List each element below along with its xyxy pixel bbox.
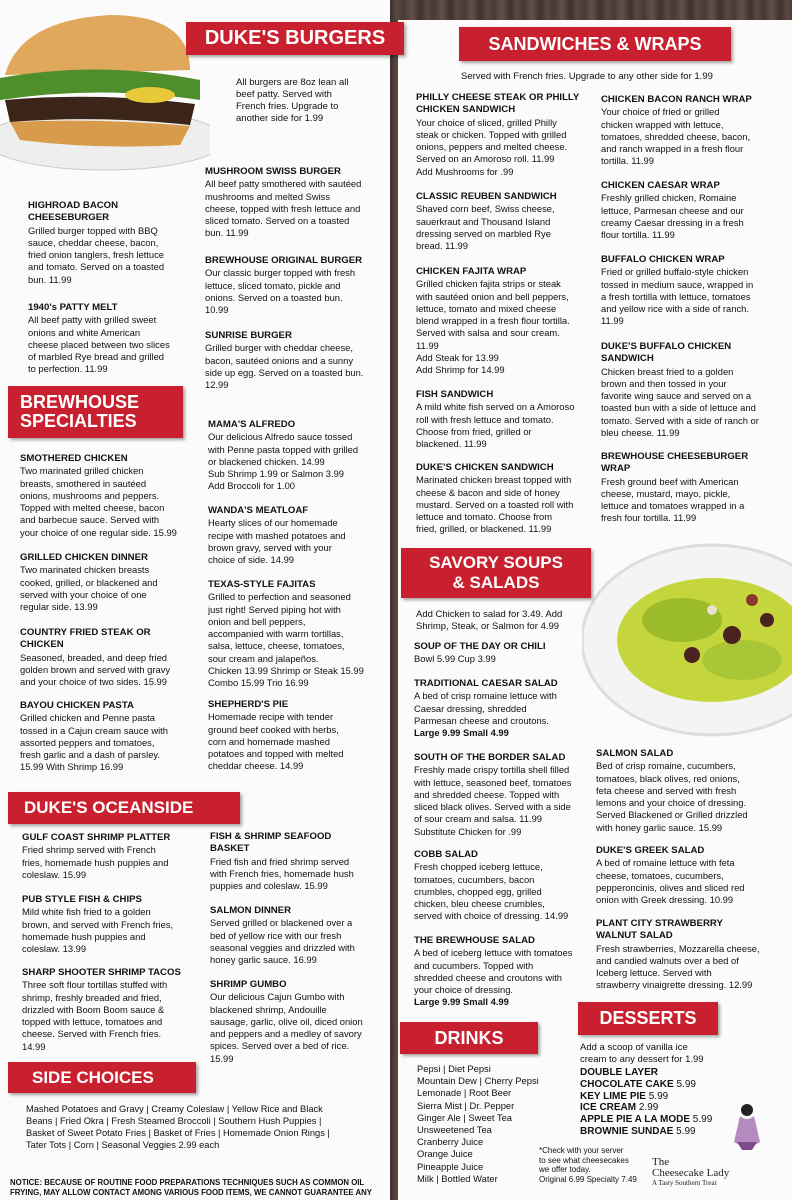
menu-item — [416, 92, 594, 178]
item-name: DUKE'S BUFFALO CHICKEN SANDWICH — [601, 341, 732, 365]
salad-photo — [582, 540, 792, 740]
item-price: Large 9.99 Small 4.99 — [414, 727, 509, 739]
menu-item — [210, 831, 388, 892]
item-name: HIGHROAD BACON CHEESEBURGER — [28, 200, 119, 224]
item-name: COUNTRY FRIED STEAK OR CHICKEN — [20, 627, 151, 651]
item-desc: A bed of crisp romaine lettuce with Caesar dressing, shredded Parmesan cheese and croutons. — [414, 690, 557, 726]
item-desc: A bed of iceberg lettuce with tomatoes and cucumbers. Topped with shredded cheese and croutons with your choice of dressing. — [414, 947, 573, 996]
dessert-price: 2.99 — [638, 1102, 659, 1114]
item-name: FISH & SHRIMP SEAFOOD BASKET — [210, 831, 332, 855]
item-desc: Fried fish and fried shrimp served with French fries, homemade hush puppies and coleslaw. 15.99 — [210, 855, 354, 892]
dessert-item — [580, 1067, 760, 1079]
item-desc: Your choice of fried or grilled chicken wrapped with lettuce, tomatoes, shredded cheese, bacon, and ranch wrapped in a fresh flour tortilla. 11.99 — [601, 106, 751, 167]
item-name: CHICKEN CAESAR WRAP — [601, 180, 720, 191]
item-name: TRADITIONAL CAESAR SALAD — [414, 678, 558, 689]
logo-title: The Cheesecake Lady — [652, 1156, 730, 1179]
item-desc: Two marinated grilled chicken breasts, smothered in sautéed onions, mushrooms and peppers. Topped with melted cheese, bacon and barbecue sauce. Served with your choice of one regular side. 15.99 — [20, 465, 177, 538]
item-name: CLASSIC REUBEN SANDWICH — [416, 191, 557, 202]
dessert-name: DOUBLE LAYER — [580, 1067, 658, 1078]
menu-item — [414, 849, 596, 923]
cheesecake-lady-figure-icon — [652, 1102, 772, 1152]
item-desc: Fried or grilled buffalo-style chicken tossed in medium sauce, wrapped in a fresh tortilla with lettuce, tomatoes and yellow rice with a side of ranch. 11.99 — [601, 266, 754, 327]
item-name: GULF COAST SHRIMP PLATTER — [22, 832, 171, 843]
dessert-name: CHOCOLATE CAKE — [580, 1078, 674, 1090]
menu-item — [416, 266, 596, 377]
menu-item — [414, 752, 596, 838]
item-desc: Our delicious Alfredo sauce tossed with Penne pasta topped with grilled or blackened chicken. 14.99 Sub Shrimp 1.99 or Salmon 3.99 Add Broccoli for 1.00 — [208, 431, 359, 492]
dessert-price: 5.99 — [676, 1078, 696, 1090]
item-desc: A bed of romaine lettuce with feta cheese, tomatoes, cucumbers, pepperoncinis, olives and sliced red onion with Greek dressing. 10.99 — [596, 857, 745, 906]
menu-item — [20, 453, 200, 539]
dessert-name: APPLE PIE A LA MODE — [580, 1114, 691, 1126]
sandwiches-banner: SANDWICHES & WRAPS — [459, 27, 731, 61]
item-desc: Freshly made crispy tortilla shell filled with lettuce, seasoned beef, tomatoes and shredded cheese. Topped with sliced black olives. Served with a side of sour cream and salsa. 11.99 Substitute Chicken for .99 — [414, 764, 572, 837]
item-name: BUFFALO CHICKEN WRAP — [601, 254, 725, 265]
soups-intro: Add Chicken to salad for 3.49. Add Shrimp, Steak, or Salmon for 4.99 — [416, 609, 563, 632]
sandwiches-intro: Served with French fries. Upgrade to any other side for 1.99 — [461, 71, 713, 82]
menu-item — [210, 979, 388, 1065]
item-desc: Bed of crisp romaine, cucumbers, tomatoes, black olives, red onions, feta cheese and served with fresh lemons and your choice of dressing. Served Blackened or Grilled drizzled with honey garlic sauce. 15.99 — [596, 760, 748, 833]
item-desc: Our delicious Cajun Gumbo with blackened shrimp, Andouille sausage, garlic, olive oil, diced onion and peppers and a medley of savory spices. Served over a bed of rice. 15.99 — [210, 991, 363, 1064]
burgers-intro: All burgers are 8oz lean all beef patty. Served with French fries. Upgrade to another side for 1.99 — [236, 77, 349, 124]
menu-item — [414, 678, 594, 739]
item-desc: Your choice of sliced, grilled Philly steak or chicken. Topped with grilled onions, peppers and melted cheese. Served on an Amoroso roll. 11.99 Add Mushrooms for .99 — [416, 116, 568, 177]
item-name: MAMA'S ALFREDO — [208, 419, 296, 430]
item-name: BREWHOUSE ORIGINAL BURGER — [205, 255, 363, 266]
menu-item — [208, 579, 388, 690]
dessert-name: KEY LIME PIE — [580, 1090, 646, 1102]
item-name: TEXAS-STYLE FAJITAS — [208, 579, 316, 590]
item-desc: Chicken breast fried to a golden brown and then tossed in your favorite wing sauce and served on a toasted bun with a side of lettuce and tomato. Served with a side of ranch or bleu cheese. 11.99 — [601, 365, 759, 439]
oceanside-banner: DUKE'S OCEANSIDE — [8, 792, 240, 824]
cheesecake-lady-logo — [652, 1102, 772, 1192]
sides-banner: SIDE CHOICES — [8, 1062, 196, 1093]
item-name: COBB SALAD — [414, 849, 478, 860]
drinks-banner: DRINKS — [400, 1022, 538, 1054]
item-name: SOUTH OF THE BORDER SALAD — [414, 752, 566, 763]
item-name: WANDA'S MEATLOAF — [208, 505, 309, 516]
item-name: SMOTHERED CHICKEN — [20, 453, 128, 464]
item-desc: A mild white fish served on a Amoroso roll with fresh lettuce and tomato. Choose from fried, grilled or blackened. 11.99 — [416, 401, 575, 450]
item-desc: Marinated chicken breast topped with cheese & bacon and side of honey mustard. Served on a toasted roll with lettuce and tomato. Choose from fried, grilled, or blackened. 11.99 — [416, 474, 574, 535]
allergy-notice: NOTICE: BECAUSE OF ROUTINE FOOD PREPARATIONS TECHNIQUES SUCH AS COMMON OIL FRYING, MAY ALLOW CONTACT AMONG VARIOUS FOOD ITEMS, WE CANNOT GUARANTEE ANY — [10, 1178, 372, 1197]
menu-item — [416, 191, 594, 252]
dessert-item — [580, 1091, 760, 1103]
menu-item — [601, 180, 787, 241]
item-name: CHICKEN BACON RANCH WRAP — [601, 94, 752, 105]
menu-item — [601, 254, 787, 328]
item-name: DUKE'S GREEK SALAD — [596, 845, 705, 856]
desserts-intro: Add a scoop of vanilla ice cream to any dessert for 1.99 — [580, 1042, 704, 1065]
item-name: PUB STYLE FISH & CHIPS — [22, 894, 142, 905]
burger-photo — [0, 0, 210, 172]
menu-item — [210, 905, 388, 966]
menu-item — [20, 552, 200, 613]
menu-item — [208, 419, 388, 493]
item-desc: Freshly grilled chicken, Romaine lettuce, Parmesan cheese and our creamy Caesar dressing in a fresh flour tortilla. 11.99 — [601, 192, 744, 241]
menu-item — [20, 700, 200, 774]
menu-item — [22, 894, 207, 955]
item-name: THE BREWHOUSE SALAD — [414, 935, 535, 946]
menu-item — [601, 451, 787, 525]
item-name: PHILLY CHEESE STEAK OR PHILLY CHICKEN SANDWICH — [416, 92, 580, 116]
item-name: SOUP OF THE DAY OR CHILI — [414, 641, 546, 652]
item-desc: Seasoned, breaded, and deep fried golden brown and served with gravy and your choice of two sides. 15.99 — [20, 651, 171, 688]
item-name: BREWHOUSE CHEESEBURGER WRAP — [601, 451, 749, 475]
item-desc: Fresh chopped iceberg lettuce, tomatoes, cucumbers, bacon crumbles, chopped egg, grilled chicken, bleu cheese crumbles, served with choice of dressing. 14.99 — [414, 861, 569, 922]
item-desc: Fresh ground beef with American cheese, mustard, mayo, pickle, lettuce and tomatoes wrapped in a fresh four tortilla. 11.99 — [601, 475, 745, 524]
soups-banner: SAVORY SOUPS & SALADS — [401, 548, 591, 598]
dessert-item — [580, 1079, 760, 1091]
item-name: MUSHROOM SWISS BURGER — [205, 166, 341, 177]
sides-list: Mashed Potatoes and Gravy | Creamy Coleslaw | Yellow Rice and Black Beans | Fried Okra | Fresh Steamed Broccoli | Southern Hush Puppies | Basket of Sweet Potato Fries | Basket of Fries | Homemade Onion Rings | Tater Tots | Corn | Seasonal Veggies 2.99 each — [26, 1104, 330, 1150]
item-price: Large 9.99 Small 4.99 — [414, 996, 509, 1008]
item-desc: Our classic burger topped with fresh lettuce, sliced tomato, pickle and onions. Served on a toasted bun. 10.99 — [205, 267, 356, 316]
item-desc: Two marinated chicken breasts cooked, grilled, or blackened and served with your choice of one regular side. 13.99 — [20, 564, 158, 613]
item-name: CHICKEN FAJITA WRAP — [416, 266, 527, 277]
item-name: SUNRISE BURGER — [205, 330, 292, 341]
menu-item — [416, 462, 596, 536]
item-name: SALMON DINNER — [210, 905, 292, 916]
item-desc: Bowl 5.99 Cup 3.99 — [414, 653, 496, 665]
item-desc: Served grilled or blackened over a bed of yellow rice with our fresh seasonal veggies and drizzled with honey garlic sauce. 16.99 — [210, 917, 355, 966]
item-desc: All beef patty with grilled sweet onions and white American cheese placed between two slices of marbled Rye bread and grilled to perfection. 11.99 — [28, 314, 170, 375]
dessert-name: BROWNIE SUNDAE — [580, 1125, 674, 1137]
item-name: SHARP SHOOTER SHRIMP TACOS — [22, 967, 181, 978]
item-desc: Fresh strawberries, Mozzarella cheese, and candied walnuts over a bed of Iceberg lettuce. Served with strawberry vinaigrette dressing. 12.99 — [596, 942, 760, 991]
dessert-name: ICE CREAM — [580, 1102, 637, 1114]
menu-item — [22, 967, 207, 1053]
menu-item — [416, 389, 596, 450]
menu-item — [205, 330, 387, 391]
menu-item — [414, 935, 596, 1009]
item-desc: Fried shrimp served with French fries, homemade hush puppies and coleslaw. 15.99 — [22, 844, 169, 880]
brewhouse-banner: BREWHOUSE SPECIALTIES — [8, 386, 183, 438]
item-desc: Grilled burger topped with BBQ sauce, cheddar cheese, bacon, fried onion tanglers, fresh lettuce and tomato. Served on a toasted bun. 11.99 — [28, 224, 165, 285]
menu-item — [20, 627, 200, 688]
menu-item — [596, 918, 788, 992]
item-desc: Grilled to perfection and seasoned just right! Served piping hot with onion and bell peppers, accompanied with warm tortillas, salsa, lettuce, cheese, tomatoes, sour cream and jalapeños. Chicken 13.99 Shrimp or Steak 15.99 Combo 15.99 Trio 16.99 — [208, 591, 364, 689]
menu-item — [601, 94, 787, 168]
menu-item — [205, 255, 387, 316]
item-desc: Hearty slices of our homemade recipe with mashed potatoes and brown gravy, served with your choice of side. 14.99 — [208, 517, 346, 566]
menu-item — [28, 302, 198, 376]
item-desc: Homemade recipe with tender ground beef cooked with herbs, corn and homemade mashed potatoes and topped with melted cheddar cheese. 14.99 — [208, 711, 344, 772]
item-name: SHRIMP GUMBO — [210, 979, 287, 990]
item-desc: Three soft flour tortillas stuffed with shrimp, freshly breaded and fried, drizzled with Boom Boom sauce & topped with lettuce, tomatoes and cheese. Served with French fries. 14.99 — [22, 979, 168, 1052]
item-name: FISH SANDWICH — [416, 389, 494, 400]
item-name: 1940's PATTY MELT — [28, 302, 118, 313]
item-desc: Grilled chicken fajita strips or steak with sautéed onion and bell peppers, lettuce, tomato and mixed cheese blend wrapped in a fresh flour tortilla. Served with salsa and sour cream. 11.99 Add Steak for 13.99 Add Shrimp for 14.99 — [416, 278, 570, 376]
item-name: PLANT CITY STRAWBERRY WALNUT SALAD — [596, 918, 723, 942]
item-name: SHEPHERD'S PIE — [208, 699, 289, 710]
item-desc: Mild white fish fried to a golden brown, and served with French fries, homemade hush puppies and coleslaw. 13.99 — [22, 906, 174, 955]
menu-item — [205, 166, 387, 240]
menu-item — [414, 641, 594, 666]
item-desc: All beef patty smothered with sautéed mushrooms and melted Swiss cheese, topped with fresh lettuce and sliced tomato. Served on a toasted bun. 11.99 — [205, 178, 362, 239]
menu-item — [28, 200, 198, 286]
menu-item — [208, 505, 388, 566]
drinks-list: Pepsi | Diet Pepsi Mountain Dew | Cherry Pepsi Lemonade | Root Beer Sierra Mist | Dr. Pepper Ginger Ale | Sweet Tea Unsweetened Tea Cranberry Juice Orange Juice Pineapple Juice Milk | Bottled Water — [417, 1063, 539, 1184]
item-name: BAYOU CHICKEN PASTA — [20, 700, 134, 711]
dessert-price: 5.99 — [676, 1125, 696, 1137]
burgers-banner: DUKE'S BURGERS — [186, 22, 404, 55]
dessert-price: 5.99 — [692, 1114, 713, 1126]
menu-item — [208, 699, 388, 773]
dessert-price: 5.99 — [648, 1090, 669, 1102]
item-name: GRILLED CHICKEN DINNER — [20, 552, 148, 563]
desserts-banner: DESSERTS — [578, 1002, 718, 1035]
item-name: DUKE'S CHICKEN SANDWICH — [416, 462, 554, 473]
menu-item — [596, 845, 788, 906]
item-name: SALMON SALAD — [596, 748, 674, 759]
cheesecake-note: *Check with your server to see what cheesecakes we offer today. Original 6.99 Specialty 7.49 — [539, 1146, 637, 1184]
menu-item — [601, 341, 787, 439]
item-desc: Grilled chicken and Penne pasta tossed in a Cajun cream sauce with assorted peppers and tomatoes, fresh garlic and a dash of parsley. 15.99 With Shrimp 16.99 — [20, 712, 168, 773]
item-desc: Shaved corn beef, Swiss cheese, sauerkraut and Thousand Island dressing served on marbled Rye bread. 11.99 — [416, 203, 555, 252]
menu-item — [22, 832, 207, 881]
item-desc: Grilled burger with cheddar cheese, bacon, sautéed onions and a sunny side up egg. Served on a toasted bun. 12.99 — [205, 342, 364, 391]
logo-subtitle: A Tasty Southern Treat — [652, 1179, 717, 1187]
menu-item — [596, 748, 788, 834]
